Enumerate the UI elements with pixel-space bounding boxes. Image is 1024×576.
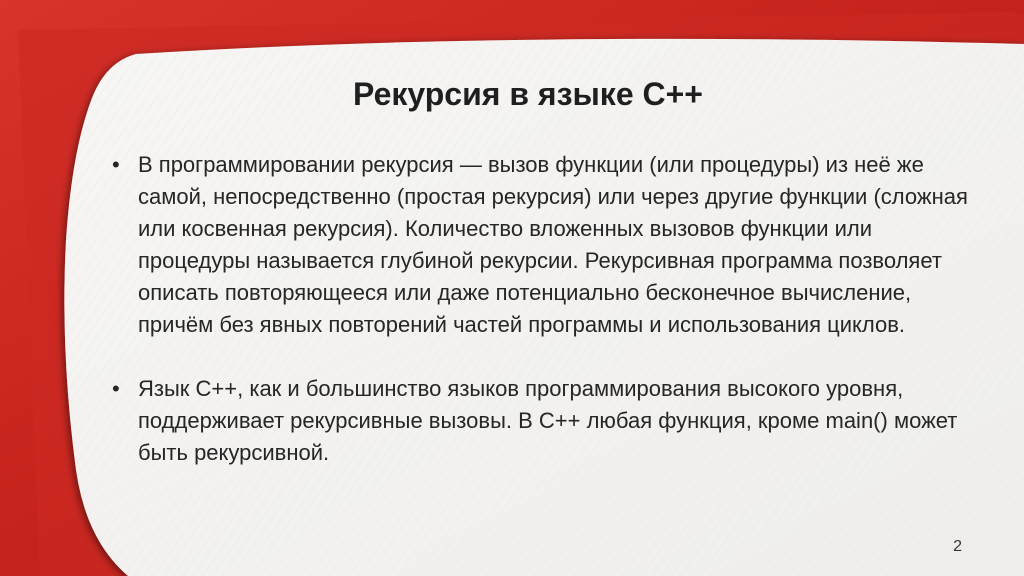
bullet-marker: • [112,376,120,401]
bullet-text: Язык С++, как и большинство языков программирования высокого уровня, поддерживает рекурсивные вызовы. В С++ любая функция, кроме main() может быть рекурсивной. [138,376,958,465]
bullet-marker: • [112,152,120,177]
bullet-item [112,373,972,469]
page-number: 2 [953,538,962,555]
bullet-list [112,149,972,469]
slide-title: Рекурсия в языке С++ [353,76,703,112]
bullet-text: В программировании рекурсия — вызов функции (или процедуры) из неё же самой, непосредственно (простая рекурсия) или через другие функции (сложная или косвенная рекурсия). Количество вложенных вызовов функции или процедуры называется глубиной рекурсии. Рекурсивная программа позволяет описать повторяющееся или даже потенциально бесконечное вычисление, причём без явных повторений частей программы и использования циклов. [138,152,968,337]
bullet-item [112,149,972,341]
